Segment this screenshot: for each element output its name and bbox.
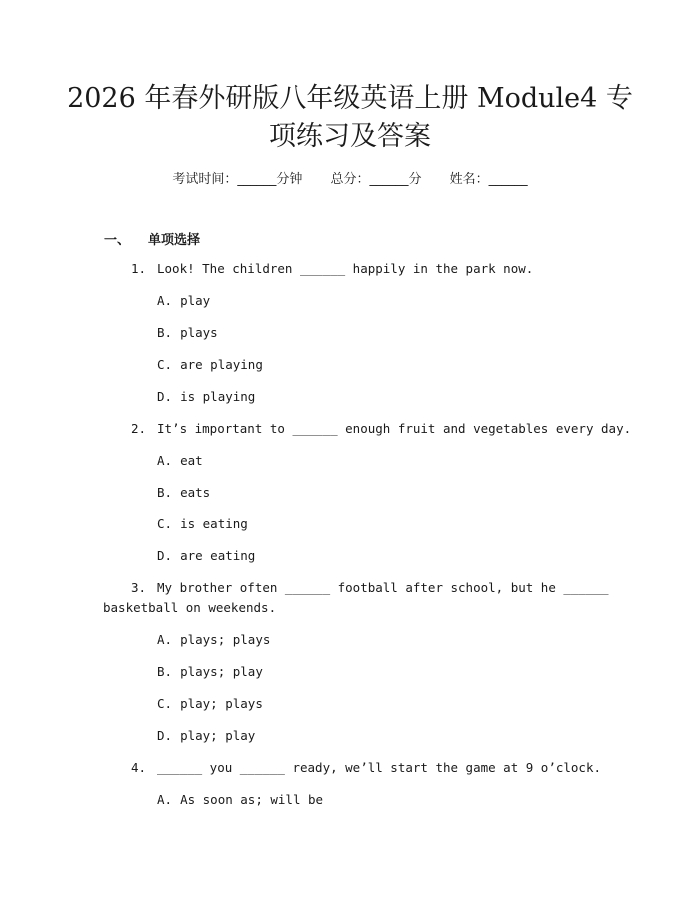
option-text: As soon as; will be — [180, 792, 324, 807]
section-heading — [104, 229, 200, 248]
option-text: is eating — [180, 516, 248, 531]
question-number: 3. — [131, 580, 147, 595]
option-letter: B. — [157, 485, 173, 500]
question-number: 2. — [131, 421, 147, 436]
option-text: play — [180, 293, 211, 308]
option-letter: D. — [157, 389, 173, 404]
question-text: My brother often ______ football after school, but he ______ — [157, 580, 609, 595]
option-letter: A. — [157, 632, 173, 647]
option-text: play; plays — [180, 696, 263, 711]
option-letter: C. — [157, 357, 173, 372]
question-number: 4. — [131, 760, 147, 775]
exam-time: 考试时间：______分钟 — [172, 172, 303, 187]
section-number: 一、 — [104, 233, 131, 248]
option-letter: D. — [157, 548, 173, 563]
option-text: eat — [180, 453, 203, 468]
question-text: ______ you ______ ready, we’ll start the game at 9 o’clock. — [157, 760, 602, 775]
question-text: Look! The children ______ happily in the park now. — [157, 261, 534, 276]
option-text: plays — [180, 325, 218, 340]
option-text: plays; play — [180, 664, 263, 679]
option-letter: D. — [157, 728, 173, 743]
option-text: plays; plays — [180, 632, 271, 647]
exam-info — [0, 168, 700, 187]
option-letter: A. — [157, 792, 173, 807]
student-name: 姓名：______ — [449, 172, 528, 187]
option-letter: A. — [157, 293, 173, 308]
option-letter: A. — [157, 453, 173, 468]
option-letter: B. — [157, 325, 173, 340]
page-title — [60, 80, 640, 156]
title-line-1: 2026 年春外研版八年级英语上册 Module4 专 — [67, 83, 633, 114]
total-score: 总分：______分 — [330, 172, 422, 187]
question-text: It’s important to ______ enough fruit and vegetables every day. — [157, 421, 632, 436]
option-text: play; play — [180, 728, 256, 743]
option-text: are eating — [180, 548, 256, 563]
option-text: is playing — [180, 389, 256, 404]
question-number: 1. — [131, 261, 147, 276]
option-letter: B. — [157, 664, 173, 679]
question-text-continued: basketball on weekends. — [103, 600, 277, 615]
option-letter: C. — [157, 696, 173, 711]
option-text: are playing — [180, 357, 263, 372]
section-title: 单项选择 — [148, 233, 201, 248]
option-text: eats — [180, 485, 211, 500]
option-letter: C. — [157, 516, 173, 531]
title-line-2: 项练习及答案 — [269, 121, 431, 152]
